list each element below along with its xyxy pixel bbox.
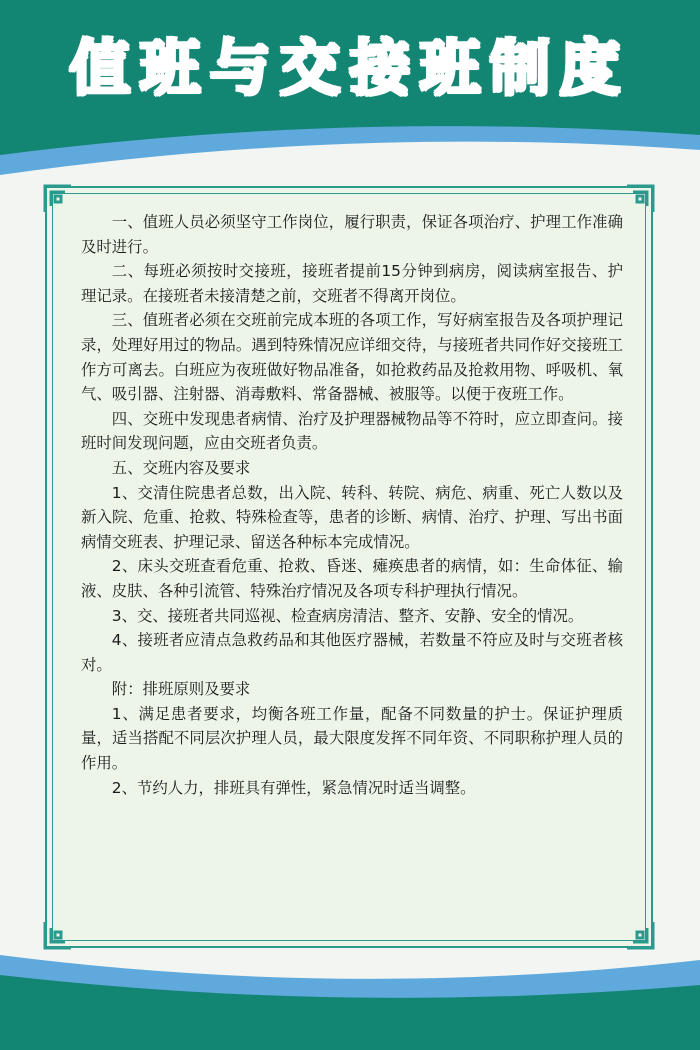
paragraph: 4、接班者应清点急救药品和其他医疗器械，若数量不符应及时与交班者核对。 (81, 631, 623, 674)
corner-ornament-icon (623, 918, 657, 952)
paragraph: 1、交清住院患者总数，出入院、转科、转院、病危、病重、死亡人数以及新入院、危重、抢救、特殊检查等，患者的诊断、病情、治疗、护理、写出书面病情交班表、护理记录、留送各种标本完成情况。 (81, 483, 623, 551)
page-title: 值班与交接班制度 (70, 34, 630, 104)
paragraph: 四、交班中发现患者病情、治疗及护理器械物品等不符时，应立即查问。接班时间发现问题，应由交班者负责。 (81, 409, 623, 453)
paragraph: 二、每班必须按时交接班，接班者提前15分钟到病房，阅读病室报告、护理记录。在接班者未接清楚之前，交班者不得离开岗位。 (81, 262, 623, 305)
paragraph: 2、床头交班查看危重、抢救、昏迷、瘫痪患者的病情，如：生命体征、输液、皮肤、各种引流管、特殊治疗情况及各项专科护理执行情况。 (81, 557, 623, 600)
paragraph: 2、节约人力，排班具有弹性，紧急情况时适当调整。 (111, 778, 476, 797)
paragraph: 附：排班原则及要求 (111, 680, 251, 699)
paragraph: 1、满足患者要求，均衡各班工作量，配备不同数量的护士。保证护理质量，适当搭配不同层次护理人员，最大限度发挥不同年资、不同职称护理人员的作用。 (81, 704, 623, 773)
regulation-text (81, 210, 623, 800)
corner-ornament-icon (41, 918, 75, 952)
paragraph: 五、交班内容及要求 (111, 458, 251, 477)
corner-ornament-icon (41, 182, 75, 216)
paragraph: 3、交、接班者共同巡视、检查病房清洁、整齐、安静、安全的情况。 (111, 606, 584, 625)
paragraph: 三、值班者必须在交班前完成本班的各项工作，写好病室报告及各项护理记录，处理好用过的物品。遇到特殊情况应详细交待，与接班者共同作好交接班工作方可离去。白班应为夜班做好物品准备，如抢救药品及抢救用物、呼吸机、氧气、吸引器、注射器、消毒敷料、常备器械、被服等。以便于夜班工作。 (81, 311, 623, 404)
content-panel (45, 186, 653, 948)
corner-ornament-icon (623, 182, 657, 216)
paragraph: 一、值班人员必须坚守工作岗位，履行职责，保证各项治疗、护理工作准确及时进行。 (81, 213, 623, 256)
